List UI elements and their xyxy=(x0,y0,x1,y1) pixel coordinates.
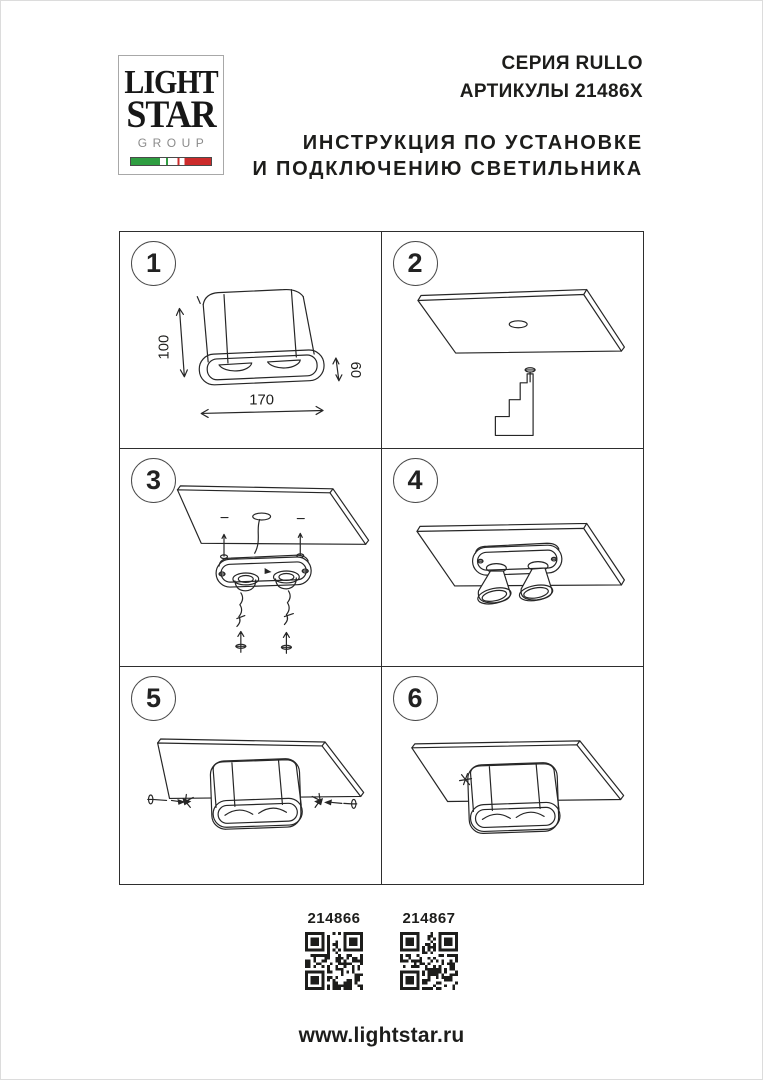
lightstar-logo xyxy=(118,55,224,175)
header-text-block xyxy=(252,50,643,182)
screw-icon xyxy=(148,795,186,805)
article-block xyxy=(305,910,363,990)
lamp-body xyxy=(467,762,560,834)
qr-code xyxy=(400,932,458,990)
article-number: 214866 xyxy=(307,910,361,927)
mounting-bracket xyxy=(216,556,312,592)
wire xyxy=(255,520,260,554)
step-4-panel xyxy=(382,449,644,666)
ceiling-panel xyxy=(177,486,368,553)
logo-word-group: GROUP xyxy=(137,136,210,150)
step-2-panel xyxy=(382,232,644,449)
step-6-panel xyxy=(382,667,644,884)
step-number-badge: 4 xyxy=(393,458,438,503)
article-number: 214867 xyxy=(402,910,456,927)
step-3-panel xyxy=(120,449,382,666)
step-number-badge: 3 xyxy=(131,458,176,503)
impact-mark-icon xyxy=(312,793,323,807)
step-5-panel xyxy=(120,667,382,884)
step-1-panel xyxy=(120,232,382,449)
lamp-body xyxy=(197,290,324,386)
screw-icon xyxy=(324,799,357,808)
dimension-arrows xyxy=(157,308,363,417)
mounting-steps-icon xyxy=(495,374,533,436)
qr-code xyxy=(305,932,363,990)
step-number-badge: 1 xyxy=(131,241,176,286)
screw-icon xyxy=(236,632,291,654)
website-url: www.lightstar.ru xyxy=(298,1024,465,1047)
dim-width-label: 170 xyxy=(249,392,275,409)
doc-title-line2: И ПОДКЛЮЧЕНИЮ СВЕТИЛЬНИКА xyxy=(252,158,643,180)
dim-height-label: 100 xyxy=(156,334,173,360)
doc-title-line1: ИНСТРУКЦИЯ ПО УСТАНОВКЕ xyxy=(302,132,643,154)
article-block xyxy=(400,910,458,990)
series-articles: АРТИКУЛЫ 21486X xyxy=(459,81,643,102)
step-number-badge: 5 xyxy=(131,676,176,721)
logo-word-light: LIGHT xyxy=(124,63,218,101)
logo-flag xyxy=(130,157,212,166)
steps-grid xyxy=(119,231,644,885)
dim-depth-label: 60 xyxy=(346,361,363,379)
step-number-badge: 6 xyxy=(393,676,438,721)
article-qr-row xyxy=(0,910,763,990)
step-number-badge: 2 xyxy=(393,241,438,286)
logo-word-star: STAR xyxy=(126,92,216,136)
screw-icon xyxy=(221,534,304,559)
ceiling-panel xyxy=(417,290,623,354)
mounting-bracket xyxy=(472,544,562,576)
impact-mark-icon xyxy=(182,794,193,807)
lamp-body xyxy=(210,758,303,829)
alignment-hatch-lines xyxy=(237,591,293,627)
series-name: СЕРИЯ RULLO xyxy=(501,53,643,74)
